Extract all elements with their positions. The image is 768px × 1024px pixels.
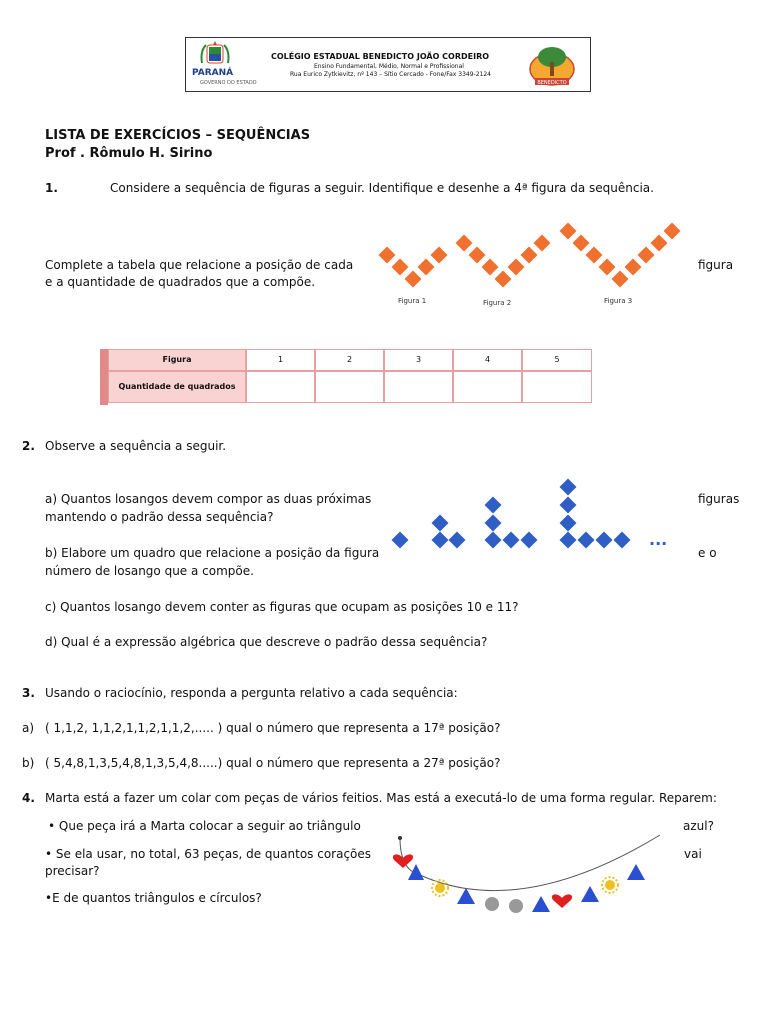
table-header-label: Figura <box>108 349 246 371</box>
square <box>638 247 655 264</box>
q1-complete-line1: Complete a tabela que relacione a posição de cada <box>45 258 354 272</box>
diamond <box>560 532 577 549</box>
q3-b: ( 5,4,8,1,3,5,4,8,1,3,5,4,8.....) qual o número que representa a 27ª posição? <box>45 756 501 770</box>
school-levels: Ensino Fundamental, Médio, Normal e Profissional <box>314 63 464 70</box>
figure-label: Figura 2 <box>483 299 512 307</box>
q3-text: Usando o raciocínio, responda a pergunta relativo a cada sequência: <box>45 686 458 700</box>
square <box>521 247 538 264</box>
table-col-header: 3 <box>384 349 453 371</box>
diamond <box>485 497 502 514</box>
q2-b-line2: número de losango que a compõe. <box>45 564 254 578</box>
parana-seal-icon <box>198 41 232 69</box>
q4-bullet2-end: vai <box>684 847 702 861</box>
diamond <box>521 532 538 549</box>
square <box>612 271 629 288</box>
square <box>651 235 668 252</box>
school-name: COLÉGIO ESTADUAL BENEDICTO JOÃO CORDEIRO <box>271 52 490 61</box>
diamond <box>485 515 502 532</box>
triangle-icon <box>408 864 424 880</box>
table-cell-empty[interactable] <box>315 371 384 403</box>
figure-label: Figura 3 <box>604 297 633 305</box>
figure-label: Figura 1 <box>398 297 427 305</box>
school-header <box>185 37 591 92</box>
diamond <box>560 497 577 514</box>
diamond <box>485 532 502 549</box>
diamond <box>560 515 577 532</box>
state-subtitle: GOVERNO DO ESTADO <box>200 80 257 86</box>
square <box>456 235 473 252</box>
square <box>431 247 448 264</box>
q3-a: ( 1,1,2, 1,1,2,1,1,2,1,1,2,..... ) qual o número que representa a 17ª posição? <box>45 721 501 735</box>
table-cell-empty[interactable] <box>246 371 315 403</box>
q3-b-label: b) <box>22 756 35 770</box>
q4-bullet1-end: azul? <box>683 819 714 833</box>
q1-number: 1. <box>45 181 58 195</box>
page-title: LISTA DE EXERCÍCIOS – SEQUÊNCIAS <box>45 128 311 143</box>
q4-text: Marta está a fazer um colar com peças de vários feitios. Mas está a executá-lo de uma forma regular. Reparem: <box>45 791 717 805</box>
square <box>599 259 616 276</box>
diamond <box>449 532 466 549</box>
q4-bullet2: • Se ela usar, no total, 63 peças, de quantos corações <box>45 847 372 861</box>
q1-text: Considere a sequência de figuras a seguir. Identifique e desenhe a 4ª figura da sequência. <box>110 181 654 195</box>
square <box>664 223 681 240</box>
square <box>469 247 486 264</box>
diamond <box>614 532 631 549</box>
diamond <box>432 532 449 549</box>
q2-a-line1-end: figuras <box>698 492 740 506</box>
square <box>495 271 512 288</box>
author: Prof . Rômulo H. Sirino <box>45 146 213 161</box>
diamond <box>432 515 449 532</box>
orange-square-figures <box>370 215 690 315</box>
square <box>625 259 642 276</box>
diamond <box>578 532 595 549</box>
bead-icon <box>485 897 499 911</box>
square <box>418 259 435 276</box>
q1-complete-line2: e a quantidade de quadrados que a compõe. <box>45 275 316 289</box>
q2-a-line1: a) Quantos losangos devem compor as duas próximas <box>45 492 372 506</box>
school-address: Rua Eurico Zytkievitz, nº 143 – Sítio Cercado - Fone/Fax 3349-2124 <box>290 71 491 78</box>
table-col-header: 4 <box>453 349 522 371</box>
school-logo-icon <box>527 42 577 88</box>
q3-number: 3. <box>22 686 35 700</box>
table-col-header: 2 <box>315 349 384 371</box>
diamond <box>596 532 613 549</box>
q2-c: c) Quantos losango devem conter as figuras que ocupam as posições 10 e 11? <box>45 600 519 614</box>
logo-label: BENEDICTO <box>537 80 567 86</box>
q2-number: 2. <box>22 439 35 453</box>
table-cell-empty[interactable] <box>522 371 592 403</box>
square <box>405 271 422 288</box>
square <box>379 247 396 264</box>
blue-diamond-figures <box>385 472 685 560</box>
square <box>392 259 409 276</box>
triangle-icon <box>457 888 475 904</box>
heart-icon <box>552 894 572 908</box>
square <box>586 247 603 264</box>
q4-number: 4. <box>22 791 35 805</box>
square <box>560 223 577 240</box>
q2-a-line2: mantendo o padrão dessa sequência? <box>45 510 274 524</box>
table-col-header: 5 <box>522 349 592 371</box>
heart-icon <box>393 854 413 868</box>
sun-icon <box>602 877 618 893</box>
square <box>508 259 525 276</box>
q3-a-label: a) <box>22 721 35 735</box>
q1-complete-line1-end: figura <box>698 258 734 272</box>
square <box>482 259 499 276</box>
continuation-dots: ... <box>649 530 668 549</box>
table-cell-empty[interactable] <box>384 371 453 403</box>
table-row-label: Quantidade de quadrados <box>108 371 246 403</box>
diamond <box>560 479 577 496</box>
diamond <box>503 532 520 549</box>
q4-bullet3: •E de quantos triângulos e círculos? <box>45 891 262 905</box>
square <box>534 235 551 252</box>
square <box>573 235 590 252</box>
q4-bullet2-cont: precisar? <box>45 864 100 878</box>
q4-bullet1: • Que peça irá a Marta colocar a seguir ao triângulo <box>48 819 361 833</box>
table-side-tab <box>100 349 108 405</box>
table-cell-empty[interactable] <box>453 371 522 403</box>
q2-d: d) Qual é a expressão algébrica que descreve o padrão dessa sequência? <box>45 635 488 649</box>
q2-b-line1-end: e o <box>698 546 717 560</box>
state-name: PARANÁ <box>192 68 234 78</box>
q2-b-line1: b) Elabore um quadro que relacione a posição da figura <box>45 546 380 560</box>
triangle-icon <box>581 886 599 902</box>
triangle-icon <box>627 864 645 880</box>
q2-text: Observe a sequência a seguir. <box>45 439 227 453</box>
triangle-icon <box>532 896 550 912</box>
bead-icon <box>509 899 523 913</box>
sequence-table <box>100 347 592 405</box>
diamond <box>392 532 409 549</box>
table-col-header: 1 <box>246 349 315 371</box>
necklace-illustration <box>380 830 670 920</box>
